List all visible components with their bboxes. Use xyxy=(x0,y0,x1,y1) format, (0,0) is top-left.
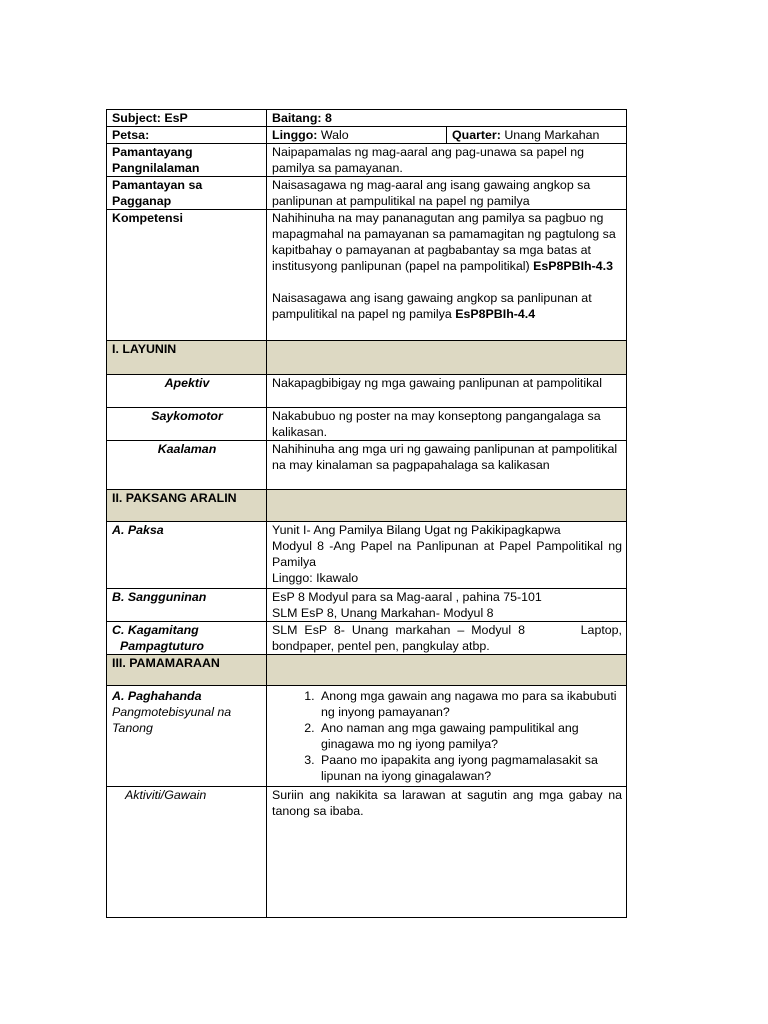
sanggunian-label: B. Sangguninan xyxy=(107,589,267,622)
pamantayang-row xyxy=(107,144,627,177)
layunin-section-row xyxy=(107,341,627,375)
pamantayang-label-line2: Pangnilalaman xyxy=(112,161,200,175)
linggo-value: Walo xyxy=(320,128,349,142)
header-row-1 xyxy=(107,110,627,127)
paksa-label: A. Paksa xyxy=(107,522,267,589)
kagamitan-row xyxy=(107,622,627,655)
saykomotor-text: Nakabubuo ng poster na may konseptong pangangalaga sa kalikasan. xyxy=(267,408,627,441)
kompetensi-text xyxy=(267,210,627,341)
quarter-value: Unang Markahan xyxy=(504,128,600,142)
pagganap-text: Naisasagawa ng mag-aaral ang isang gawaing angkop sa panlipunan at pampulitikal na papel ng pamilya xyxy=(267,177,627,210)
pangmotebisyunal-label: Pangmotebisyunal na Tanong xyxy=(112,705,232,735)
kompetensi-code-1: EsP8PBIh-4.3 xyxy=(533,259,613,273)
kagamitan-label-line2: Pampagtuturo xyxy=(120,639,204,653)
aktiviti-label: Aktiviti/Gawain xyxy=(107,787,267,918)
petsa-cell: Petsa: xyxy=(107,127,267,144)
pamantayang-text: Naipapamalas ng mag-aaral ang pag-unawa sa papel ng pamilya sa pamayanan. xyxy=(267,144,627,177)
baitang-cell: Baitang: 8 xyxy=(267,110,627,127)
sanggunian-text xyxy=(267,589,627,622)
layunin-blank xyxy=(267,341,627,375)
question-item: 1. Anong mga gawain ang nagawa mo para sa ikabubuti ng inyong pamayanan? xyxy=(318,688,622,720)
header-row-2 xyxy=(107,127,627,144)
lesson-plan-table xyxy=(106,109,627,918)
kompetensi-label: Kompetensi xyxy=(107,210,267,341)
kagamitan-label xyxy=(107,622,267,655)
pamamaraan-title: III. PAMAMARAAN xyxy=(107,655,267,686)
linggo-cell xyxy=(267,127,447,144)
paksang-aralin-title: II. PAKSANG ARALIN xyxy=(107,490,267,522)
paksa-text xyxy=(267,522,627,589)
paksa-line-2: Modyul 8 -Ang Papel na Panlipunan at Papel Pampolitikal ng Pamilya xyxy=(272,539,622,569)
pamamaraan-section-row xyxy=(107,655,627,686)
kagamitan-text: SLM EsP 8- Unang markahan – Modyul 8 Laptop, bondpaper, pentel pen, pangkulay atbp. xyxy=(267,622,627,655)
aktiviti-text: Suriin ang nakikita sa larawan at sagutin ang mga gabay na tanong sa ibaba. xyxy=(267,787,627,918)
paksang-aralin-section-row xyxy=(107,490,627,522)
subject-cell: Subject: EsP xyxy=(107,110,267,127)
paghahanda-questions xyxy=(267,686,627,787)
apektiv-label: Apektiv xyxy=(107,375,267,408)
saykomotor-label: Saykomotor xyxy=(107,408,267,441)
layunin-title: I. LAYUNIN xyxy=(107,341,267,375)
paksa-line-1: Yunit I- Ang Pamilya Bilang Ugat ng Pakikipagkapwa xyxy=(272,523,561,537)
question-item: 3. Paano mo ipapakita ang iyong pagmamalasakit sa lipunan na iyong ginagalawan? xyxy=(318,752,622,784)
kaalaman-text: Nahihinuha ang mga uri ng gawaing panlipunan at pampolitikal na may kinalaman sa pagpapahalaga sa kalikasan xyxy=(267,441,627,490)
paghahanda-row xyxy=(107,686,627,787)
question-list xyxy=(272,688,622,784)
paksa-line-3: Linggo: Ikawalo xyxy=(272,571,359,585)
kompetensi-text-1: Nahihinuha na may pananagutan ang pamilya sa pagbuo ng mapagmahal na pamayanan sa pamamagitan ng pagtulong sa kapitbahay o pamayanan at pagbabantay sa mga batas at institusyong panlipunan (papel na pampolitikal) xyxy=(272,211,616,273)
pamantayang-label xyxy=(107,144,267,177)
sanggunian-line-2: SLM EsP 8, Unang Markahan- Modyul 8 xyxy=(272,606,494,620)
pagganap-label-line1: Pamantayan sa xyxy=(112,178,203,192)
kagamitan-label-line1: C. Kagamitang xyxy=(112,623,199,637)
paksang-aralin-blank xyxy=(267,490,627,522)
pamamaraan-blank xyxy=(267,655,627,686)
kompetensi-code-2: EsP8PBIh-4.4 xyxy=(455,307,536,321)
linggo-label: Linggo: xyxy=(272,128,318,142)
quarter-cell xyxy=(447,127,627,144)
pagganap-label xyxy=(107,177,267,210)
sanggunian-row xyxy=(107,589,627,622)
paghahanda-label xyxy=(107,686,267,787)
apektiv-text: Nakapagbibigay ng mga gawaing panlipunan at pampolitikal xyxy=(267,375,627,408)
pagganap-label-line2: Pagganap xyxy=(112,194,172,208)
paghahanda-title: A. Paghahanda xyxy=(112,689,202,703)
pagganap-row xyxy=(107,177,627,210)
aktiviti-row xyxy=(107,787,627,918)
kaalaman-row xyxy=(107,441,627,490)
paksa-row xyxy=(107,522,627,589)
pamantayang-label-line1: Pamantayang xyxy=(112,145,193,159)
kompetensi-row xyxy=(107,210,627,341)
kaalaman-label: Kaalaman xyxy=(107,441,267,490)
sanggunian-line-1: EsP 8 Modyul para sa Mag-aaral , pahina 75-101 xyxy=(272,590,542,604)
saykomotor-row xyxy=(107,408,627,441)
quarter-label: Quarter: xyxy=(452,128,501,142)
question-item: 2. Ano naman ang mga gawaing pampulitikal ang ginagawa mo ng iyong pamilya? xyxy=(318,720,622,752)
apektiv-row xyxy=(107,375,627,408)
kompetensi-text-2: Naisasagawa ang isang gawaing angkop sa panlipunan at pampulitikal na papel ng pamilya xyxy=(272,291,592,321)
